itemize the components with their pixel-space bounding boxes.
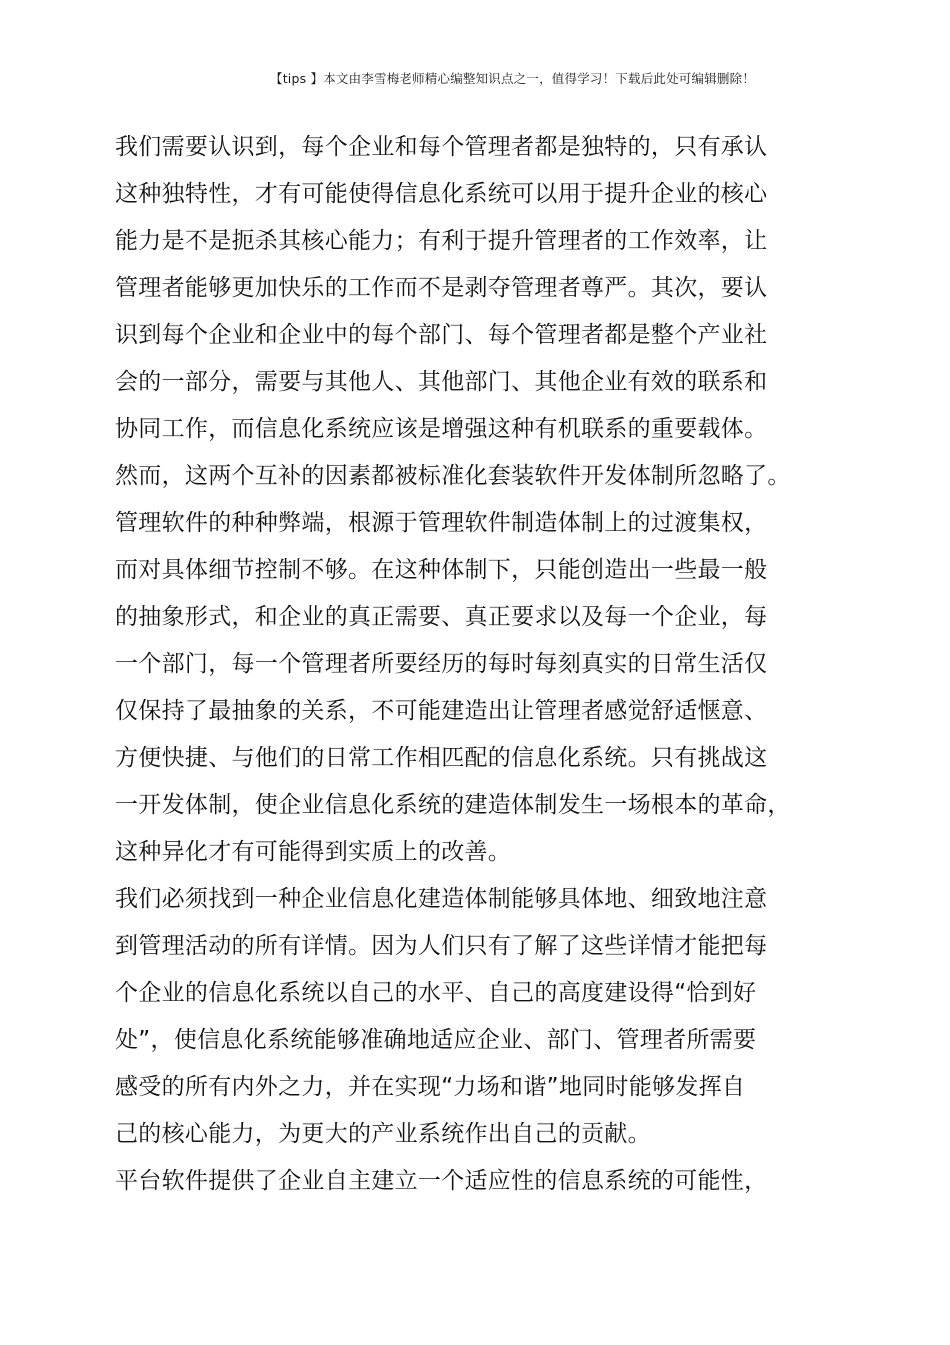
text-line: 管理软件的种种弊端，根源于管理软件制造体制上的过渡集权，: [115, 510, 768, 536]
body-text: [115, 124, 815, 1205]
text-line: 仅保持了最抽象的关系，不可能建造出让管理者感觉舒适惬意、: [115, 698, 768, 724]
text-line: 平台软件提供了企业自主建立一个适应性的信息系统的可能性，: [115, 1168, 768, 1194]
header-tip: 【tips 】本文由李雪梅老师精心编整知识点之一，值得学习！下载后此处可编辑删除！: [270, 71, 755, 86]
text-line: 这种独特性，才有可能使得信息化系统可以用于提升企业的核心: [115, 181, 768, 207]
text-line: 能力是不是扼杀其核心能力；有利于提升管理者的工作效率，让: [115, 228, 768, 254]
text-line: 到管理活动的所有详情。因为人们只有了解了这些详情才能把每: [115, 933, 768, 959]
text-line: 我们必须找到一种企业信息化建造体制能够具体地、细致地注意: [115, 886, 768, 912]
text-line: 己的核心能力，为更大的产业系统作出自己的贡献。: [115, 1121, 651, 1147]
text-line: 一个部门，每一个管理者所要经历的每时每刻真实的日常生活仅: [115, 651, 768, 677]
text-line: 这种异化才有可能得到实质上的改善。: [115, 839, 512, 865]
text-line: 一开发体制，使企业信息化系统的建造体制发生一场根本的革命，: [115, 792, 791, 818]
text-line: 识到每个企业和企业中的每个部门、每个管理者都是整个产业社: [115, 322, 768, 348]
text-line: 的抽象形式，和企业的真正需要、真正要求以及每一个企业，每: [115, 604, 768, 630]
text-line: 方便快捷、与他们的日常工作相匹配的信息化系统。只有挑战这: [115, 745, 768, 771]
text-line: 管理者能够更加快乐的工作而不是剥夺管理者尊严。其次，要认: [115, 275, 768, 301]
text-line: 会的一部分，需要与其他人、其他部门、其他企业有效的联系和: [115, 369, 768, 395]
text-line: 处”，使信息化系统能够准确地适应企业、部门、管理者所需要: [115, 1027, 757, 1053]
text-line: 而对具体细节控制不够。在这种体制下，只能创造出一些最一般: [115, 557, 768, 583]
text-line: 个企业的信息化系统以自己的水平、自己的高度建设得“恰到好: [115, 980, 757, 1006]
text-line: 协同工作，而信息化系统应该是增强这种有机联系的重要载体。: [115, 416, 768, 442]
text-line: 感受的所有内外之力，并在实现“力场和谐”地同时能够发挥自: [115, 1074, 746, 1100]
text-line: 然而，这两个互补的因素都被标准化套装软件开发体制所忽略了。: [115, 463, 791, 489]
text-line: 我们需要认识到，每个企业和每个管理者都是独特的，只有承认: [115, 134, 768, 160]
